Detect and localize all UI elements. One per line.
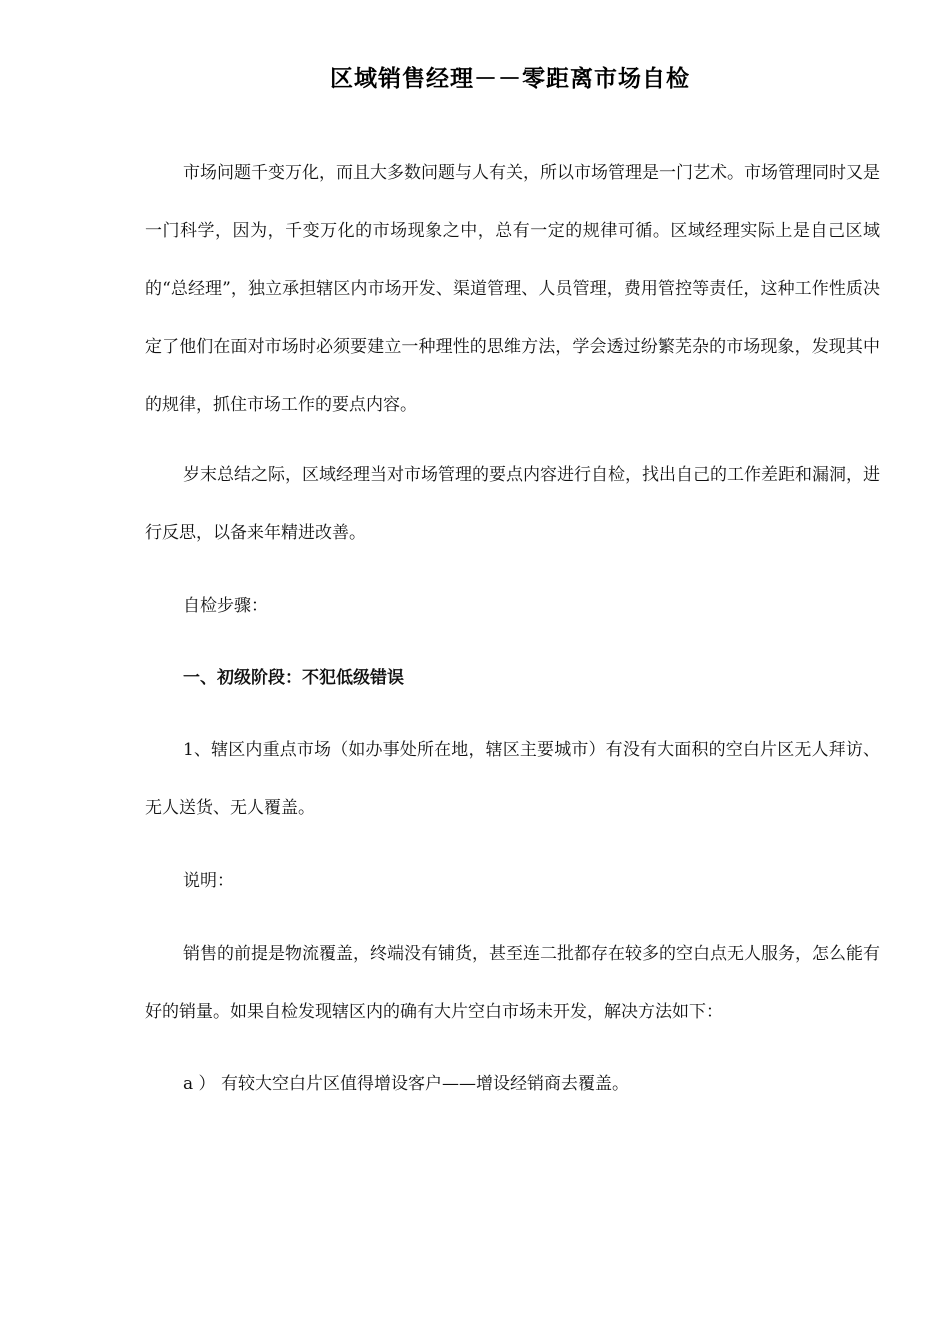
intro-paragraph: 市场问题千变万化，而且大多数问题与人有关，所以市场管理是一门艺术。市场管理同时又是一门科学，因为，千变万化的市场现象之中，总有一定的规律可循。区域经理实际上是自己区域的“总经理”，独立承担辖区内市场开发、渠道管理、人员管理，费用管控等责任，这种工作性质决定了他们在面对市场时必须要建立一种理性的思维方法，学会透过纷繁芜杂的市场现象，发现其中的规律，抓住市场工作的要点内容。 (145, 163, 880, 415)
summary-paragraph: 岁末总结之际，区域经理当对市场管理的要点内容进行自检，找出自己的工作差距和漏洞，进行反思，以备来年精进改善。 (145, 465, 880, 543)
steps-label: 自检步骤： (183, 596, 268, 616)
explanation-paragraph: 销售的前提是物流覆盖，终端没有铺货，甚至连二批都存在较多的空白点无人服务，怎么能有好的销量。如果自检发现辖区内的确有大片空白市场未开发，解决方法如下： (145, 944, 880, 1022)
check-item-1: 1、辖区内重点市场（如办事处所在地，辖区主要城市）有没有大面积的空白片区无人拜访、无人送货、无人覆盖。 (145, 740, 880, 818)
section-heading-primary-stage: 一、初级阶段：不犯低级错误 (183, 668, 404, 688)
document-title: 区域销售经理－－零距离市场自检 (330, 66, 690, 92)
solution-item-a: a ） 有较大空白片区值得增设客户——增设经销商去覆盖。 (183, 1074, 629, 1094)
note-label: 说明： (183, 871, 234, 891)
